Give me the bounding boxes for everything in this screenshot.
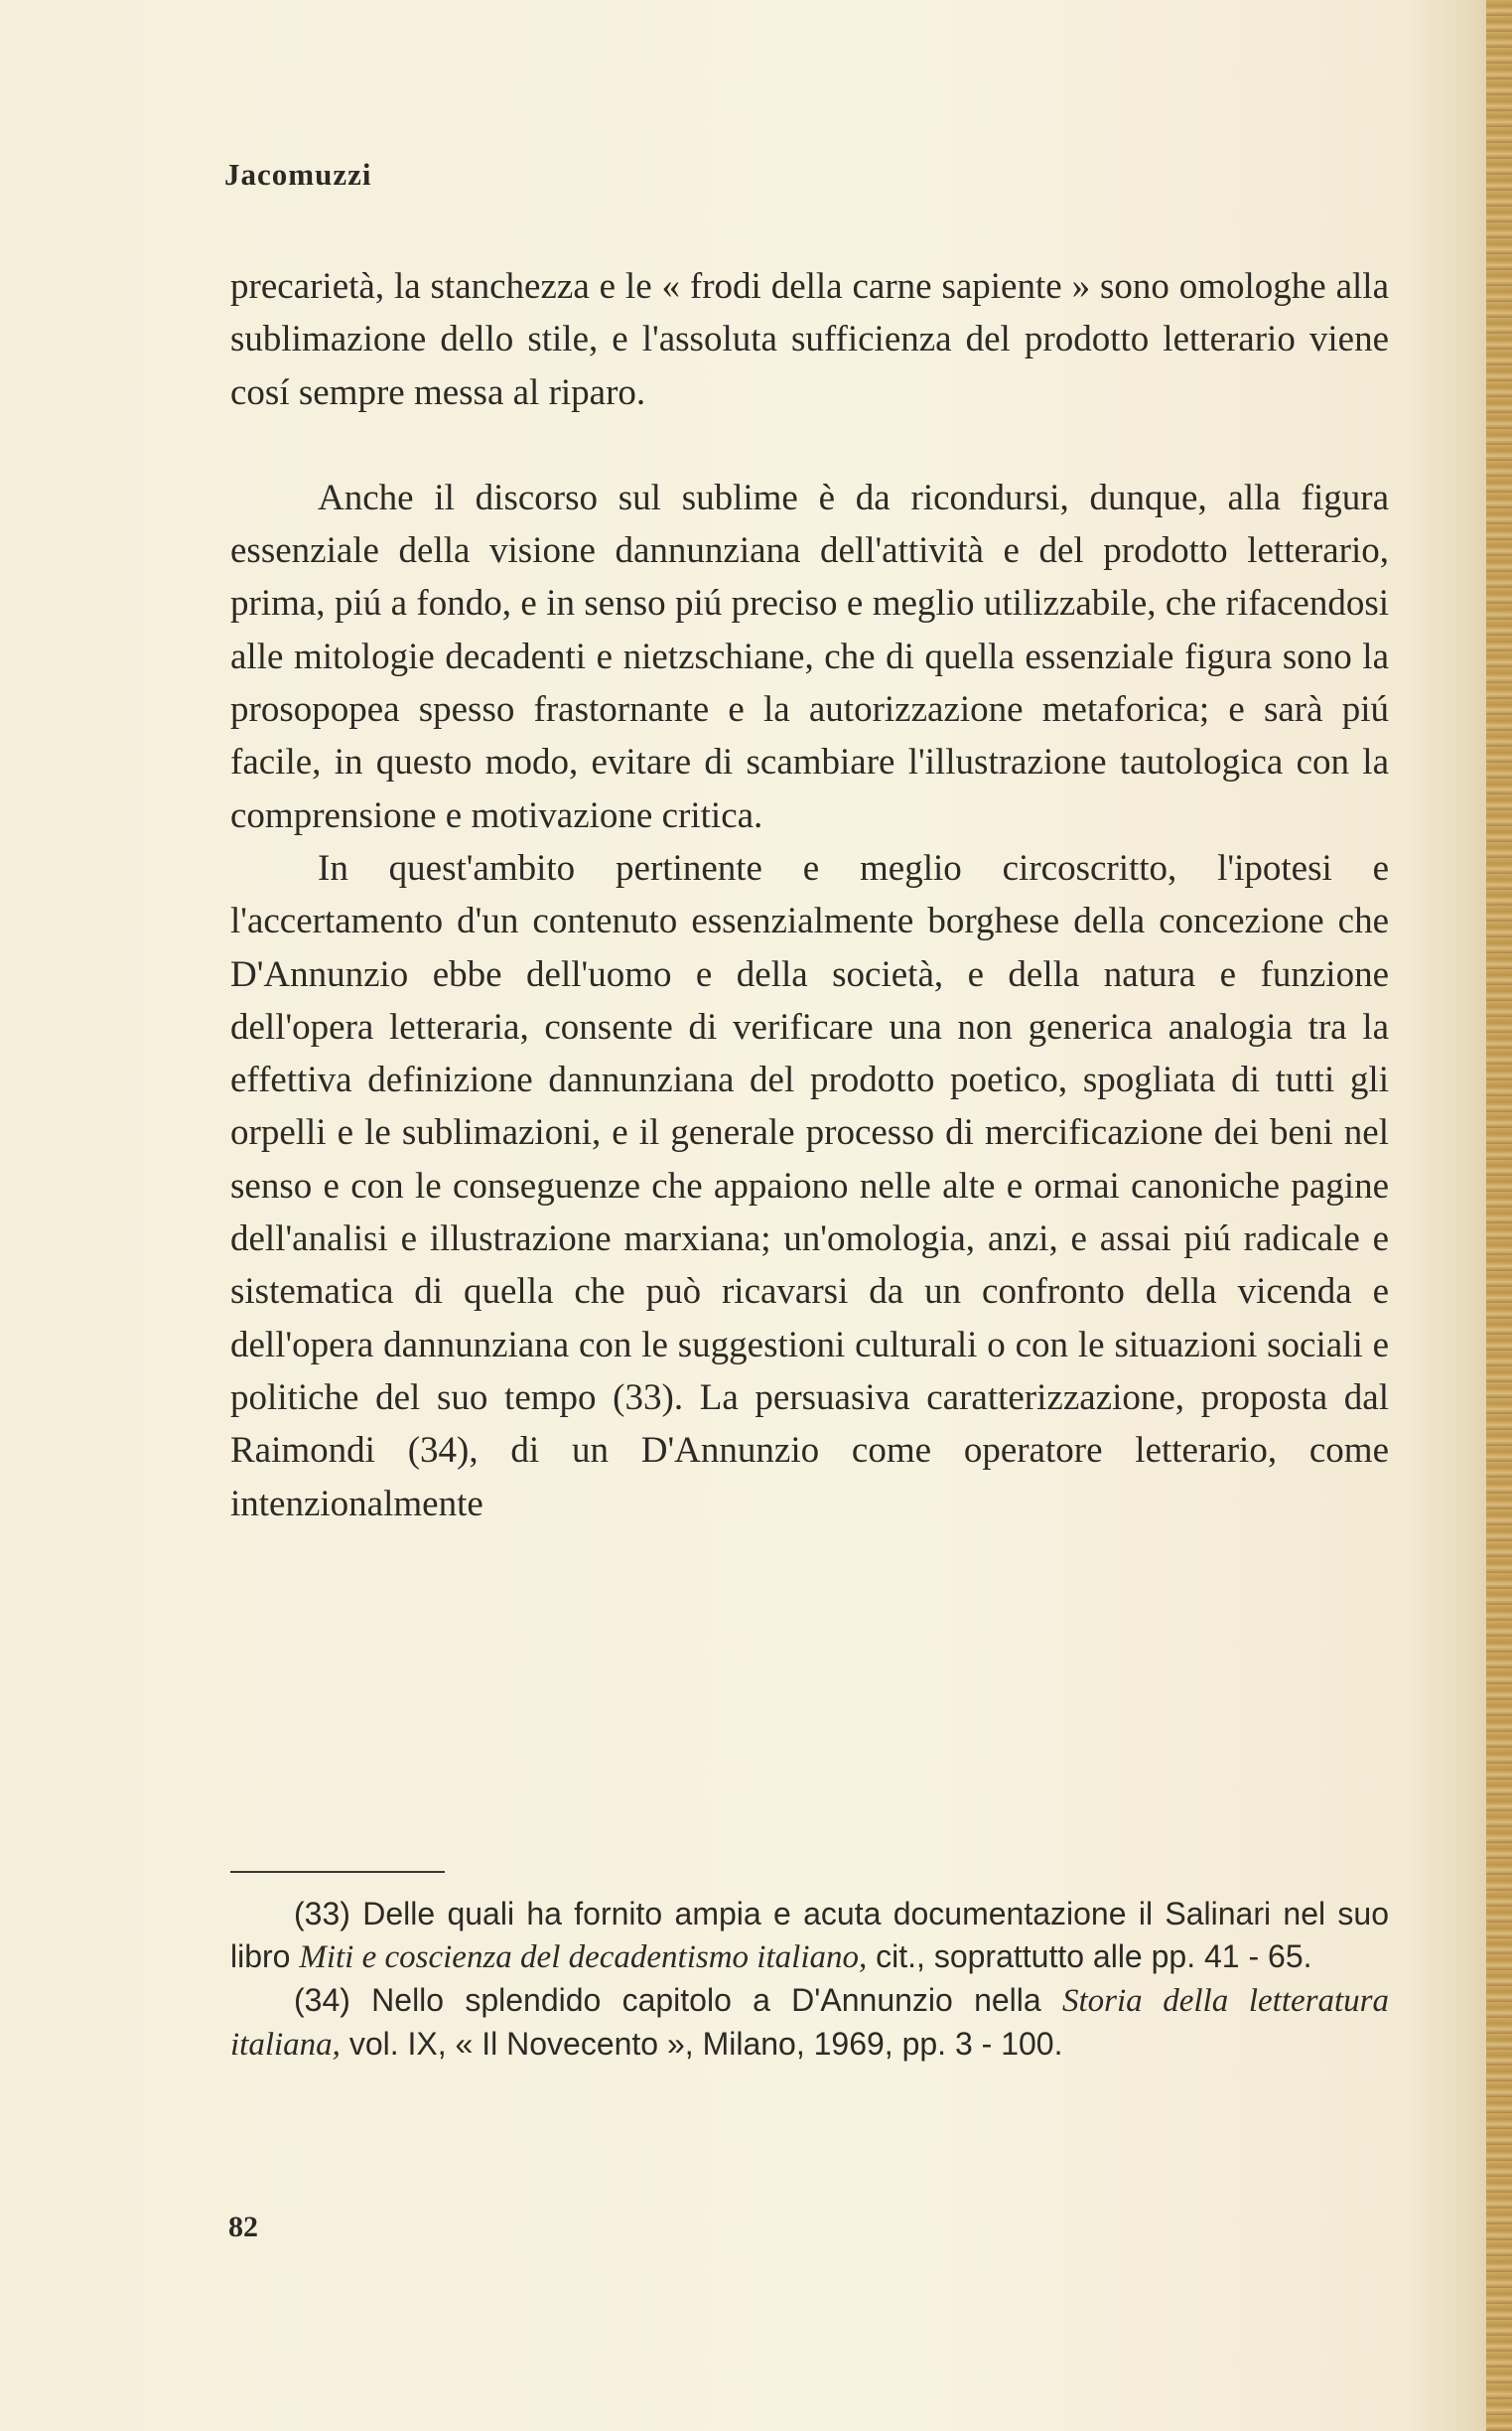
- footnote-text: (34) Nello splendido capitolo a D'Annunzio nella: [294, 1982, 1062, 2018]
- paragraph: Anche il discorso sul sublime è da ricondursi, dunque, alla figura essenziale della visione dannunziana dell'attività e del prodotto letterario, prima, piú a fondo, e in senso piú preciso e meglio utilizzabile, che rifacendosi alle mitologie decadenti e nietzschiane, che di quella essenziale figura sono la prosopopea spesso frastornante e la autorizzazione metaforica; e sarà piú facile, in questo modo, evitare di scambiare l'illustrazione tautologica con la comprensione e motivazione critica.: [230, 477, 1389, 836]
- footnote-text: cit., soprattutto alle pp. 41 - 65.: [867, 1938, 1312, 1974]
- page-number: 82: [228, 2211, 258, 2243]
- page-edge: [1486, 0, 1512, 2431]
- paragraph: precarietà, la stanchezza e le « frodi della carne sapiente » sono omologhe alla sublimazione dello stile, e l'assoluta sufficienza del prodotto letterario viene cosí sempre messa al riparo.: [230, 266, 1389, 413]
- footnote-title: Storia della letteratura italiana,: [230, 1983, 1389, 2063]
- footnote-title: Miti e coscienza del decadentismo italiano,: [299, 1939, 868, 1975]
- footnote: [230, 1893, 1389, 1979]
- paragraph: In quest'ambito pertinente e meglio circoscritto, l'ipotesi e l'accertamento d'un contenuto essenzialmente borghese della concezione che D'Annunzio ebbe dell'uomo e della società, e della natura e funzione dell'opera letteraria, consente di verificare una non generica analogia tra la effettiva definizione dannunziana del prodotto poetico, spogliata di tutti gli orpelli e le sublimazioni, e il generale processo di mercificazione dei beni nel senso e con le conseguenze che appaiono nelle alte e ormai canoniche pagine dell'analisi e illustrazione marxiana; un'omologia, anzi, e assai piú radicale e sistematica di quella che può ricavarsi da un confronto della vicenda e dell'opera dannunziana con le suggestioni culturali o con le situazioni sociali e politiche del suo tempo (33). La persuasiva caratterizzazione, proposta dal Raimondi (34), di un D'Annunzio come operatore letterario, come intenzionalmente: [230, 847, 1389, 1524]
- running-header: Jacomuzzi: [224, 157, 372, 192]
- footnotes: [230, 1893, 1389, 2067]
- footnote-text: (33) Delle quali ha fornito ampia e acuta documentazione il Salinari nel suo libro: [230, 1896, 1389, 1974]
- footnote-separator: [230, 1871, 445, 1873]
- main-text: [230, 260, 1389, 1530]
- footnote-text: vol. IX, « Il Novecento », Milano, 1969, pp. 3 - 100.: [340, 2026, 1063, 2062]
- footnote: [230, 1979, 1389, 2067]
